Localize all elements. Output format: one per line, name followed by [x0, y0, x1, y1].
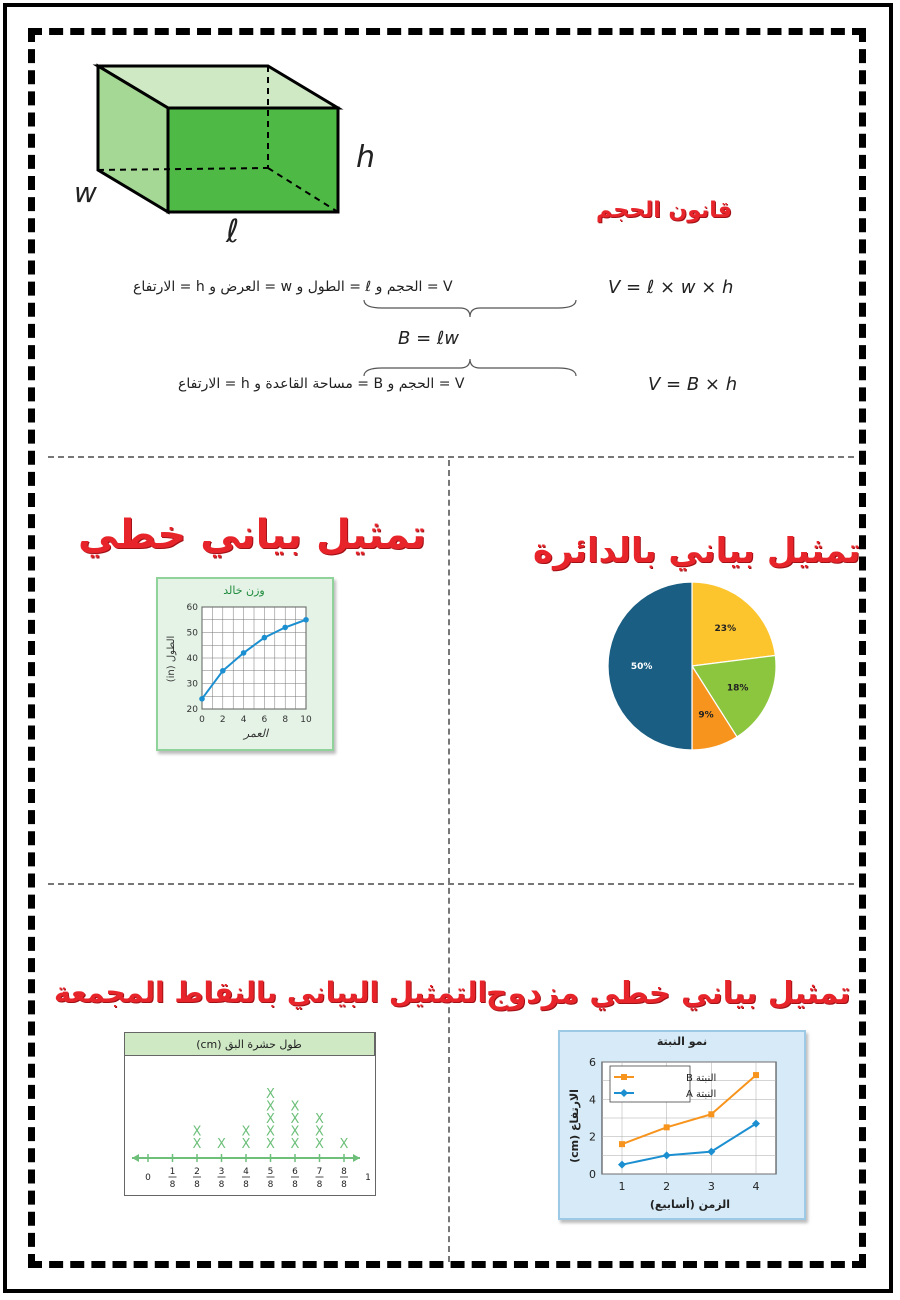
- line-xtick-label: 4: [240, 715, 247, 725]
- dot-x-mark: X: [217, 1137, 226, 1152]
- dot-x-mark: X: [290, 1112, 300, 1127]
- dot-x-mark: X: [241, 1124, 251, 1140]
- line-point: [199, 696, 205, 702]
- double-line-point-square: [753, 1072, 759, 1078]
- dot-x-mark: X: [315, 1137, 324, 1152]
- dot-tick-denominator: 8: [267, 1180, 274, 1190]
- line-graph-chart: [156, 577, 334, 751]
- dim-l-label: ℓ: [226, 212, 240, 250]
- dot-plot-title: التمثيل البياني بالنقاط المجمعة: [54, 976, 488, 1009]
- double-line-ylabel: الارتفاع (cm): [568, 1089, 581, 1163]
- dot-tick-numerator: 4: [243, 1167, 249, 1177]
- double-line-chart-title: نمو النبتة: [656, 1035, 708, 1048]
- dot-x-mark: X: [315, 1112, 324, 1127]
- line-point: [262, 635, 268, 641]
- dot-tick-denominator: 8: [341, 1180, 347, 1190]
- double-line-ytick-label: 2: [589, 1130, 596, 1144]
- dot-plot-chart: [124, 1032, 376, 1196]
- dot-tick-numerator: 3: [218, 1167, 225, 1177]
- divider-middle: [48, 883, 854, 885]
- double-line-point-square: [708, 1111, 714, 1117]
- underbrace-1: [362, 298, 578, 320]
- dot-arrow-right: [353, 1154, 360, 1162]
- line-ytick-label: 40: [186, 654, 198, 664]
- dot-x-mark: X: [266, 1112, 275, 1127]
- dot-arrow-left: [132, 1154, 139, 1162]
- pie-graph-title: تمثيل بياني بالدائرة: [533, 531, 861, 571]
- dot-x-mark: X: [192, 1137, 202, 1152]
- dot-tick-denominator: 8: [169, 1180, 176, 1190]
- line-chart-ylabel: الطول (in): [166, 635, 177, 683]
- volume-legend-2: V = الحجم و B = مساحة القاعدة و h = الارتفاع: [178, 376, 465, 392]
- dot-right-label: 1: [365, 1173, 371, 1183]
- dot-tick-denominator: 8: [218, 1180, 225, 1190]
- dot-tick-denominator: 8: [194, 1180, 200, 1190]
- line-chart-xlabel: العمر: [243, 727, 269, 740]
- volume-formula-2: V = B × h: [648, 374, 738, 395]
- line-chart-title: وزن خالد: [223, 584, 265, 597]
- line-ytick-label: 60: [186, 603, 198, 613]
- volume-title: قانون الحجم: [596, 198, 732, 223]
- line-xtick-label: 6: [261, 715, 268, 725]
- double-line-chart: [558, 1030, 806, 1220]
- double-line-xtick-label: 4: [752, 1180, 760, 1193]
- pie-chart: [606, 580, 778, 752]
- dot-x-mark: X: [290, 1137, 300, 1152]
- prism-diagram: [68, 50, 368, 250]
- double-line-legend-marker: [621, 1074, 627, 1080]
- dot-tick-numerator: 2: [194, 1167, 200, 1177]
- dot-tick-denominator: 8: [292, 1180, 298, 1190]
- dot-tick-denominator: 8: [243, 1180, 249, 1190]
- line-point: [220, 668, 226, 674]
- base-formula: B = ℓw: [398, 328, 460, 349]
- divider-top: [48, 456, 854, 458]
- line-point: [303, 617, 309, 623]
- line-ytick-label: 30: [186, 679, 198, 690]
- dot-tick-denominator: 8: [316, 1180, 323, 1190]
- pie-slice-label: 18%: [726, 683, 749, 694]
- prism-front-face: [168, 108, 338, 212]
- line-xtick-label: 0: [199, 715, 205, 725]
- dot-tick-numerator: 1: [169, 1167, 176, 1177]
- double-line-xtick-label: 1: [618, 1180, 626, 1193]
- dot-x-mark: X: [266, 1137, 275, 1152]
- dot-tick-numerator: 6: [292, 1167, 298, 1177]
- double-line-point-square: [619, 1141, 625, 1147]
- dot-x-mark: X: [290, 1124, 300, 1140]
- dot-tick-numerator: 8: [341, 1167, 347, 1177]
- dot-x-mark: X: [339, 1137, 349, 1152]
- dim-w-label: w: [74, 176, 97, 209]
- dim-h-label: h: [356, 140, 376, 175]
- double-line-ytick-label: 6: [589, 1056, 596, 1069]
- line-xtick-label: 10: [300, 715, 312, 725]
- double-line-ytick-label: 4: [589, 1093, 596, 1107]
- dot-tick-numerator: 5: [267, 1167, 274, 1177]
- line-point: [282, 625, 288, 631]
- pie-slice-label: 50%: [630, 662, 653, 672]
- volume-legend-1: V = الحجم و ℓ = الطول و w = العرض و h = الارتفاع: [133, 279, 453, 295]
- pie-slice-label: 23%: [714, 624, 737, 635]
- dot-plot-header-title: طول حشرة البق (cm): [196, 1038, 302, 1051]
- divider-vertical: [448, 460, 450, 1262]
- dot-x-mark: X: [290, 1099, 300, 1115]
- overbrace-2: [362, 356, 578, 378]
- line-point: [241, 650, 247, 656]
- double-line-xtick-label: 2: [663, 1180, 671, 1193]
- line-graph-title: تمثيل بياني خطي: [78, 512, 427, 558]
- line-ytick-label: 50: [186, 628, 198, 639]
- line-xtick-label: 2: [219, 715, 226, 725]
- dot-tick-label: 0: [145, 1173, 151, 1183]
- volume-formula-1: V = ℓ × w × h: [608, 277, 734, 298]
- double-line-legend-label: النبتة A: [686, 1089, 717, 1100]
- double-line-legend: [610, 1066, 690, 1102]
- dot-x-mark: X: [266, 1099, 275, 1115]
- double-line-xlabel: الزمن (أسابيع): [649, 1198, 731, 1211]
- dot-x-mark: X: [192, 1124, 202, 1140]
- dot-x-mark: X: [266, 1124, 275, 1140]
- double-line-title: تمثيل بياني خطي مزدوج: [486, 976, 851, 1011]
- dot-x-mark: X: [315, 1124, 324, 1140]
- double-line-ytick-label: 0: [589, 1168, 596, 1181]
- double-line-point-square: [664, 1124, 670, 1130]
- line-ytick-label: 20: [186, 705, 198, 715]
- double-line-legend-label: النبتة B: [686, 1073, 717, 1084]
- line-xtick-label: 8: [282, 715, 289, 725]
- dot-x-mark: X: [266, 1087, 275, 1102]
- pie-slice-label: 9%: [698, 710, 714, 721]
- double-line-xtick-label: 3: [707, 1180, 715, 1193]
- dot-x-mark: X: [241, 1137, 251, 1152]
- dot-tick-numerator: 7: [316, 1167, 323, 1177]
